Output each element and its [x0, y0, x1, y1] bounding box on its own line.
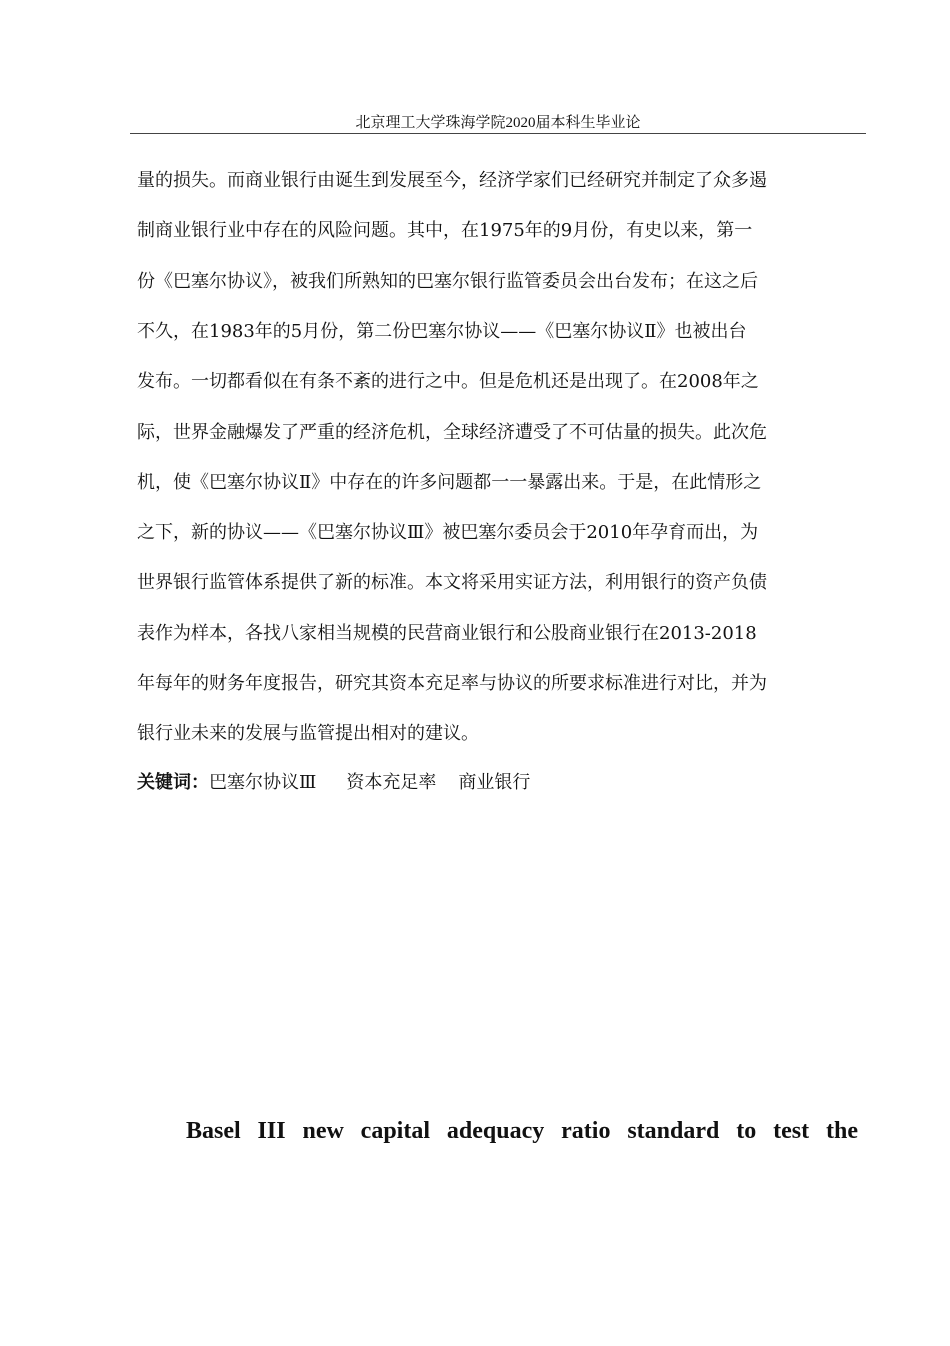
abstract-line: 银行业未来的发展与监管提出相对的建议。 — [137, 723, 479, 744]
abstract-line: 机，使《巴塞尔协议Ⅱ》中存在的许多问题都一一暴露出来。于是，在此情形之 — [137, 472, 762, 493]
english-title: Basel III new capital adequacy ratio standard to test the — [186, 1118, 858, 1144]
keyword: 巴塞尔协议Ⅲ — [209, 772, 317, 793]
abstract-line: 际，世界金融爆发了严重的经济危机，全球经济遭受了不可估量的损失。此次危 — [137, 422, 767, 443]
abstract-line: 不久，在1983年的5月份，第二份巴塞尔协议——《巴塞尔协议Ⅱ》也被出台 — [137, 321, 747, 342]
keywords-label: 关键词： — [137, 772, 209, 793]
abstract-line: 发布。一切都看似在有条不紊的进行之中。但是危机还是出现了。在2008年之 — [137, 371, 759, 392]
abstract-line: 份《巴塞尔协议》，被我们所熟知的巴塞尔银行监管委员会出台发布；在这之后 — [137, 271, 758, 292]
header-text: 北京理工大学珠海学院2020届本科生毕业论 — [355, 115, 641, 131]
abstract-line: 表作为样本，各找八家相当规模的民营商业银行和公股商业银行在2013-2018 — [137, 623, 757, 644]
keywords-line — [137, 772, 530, 794]
abstract-line: 之下，新的协议——《巴塞尔协议Ⅲ》被巴塞尔委员会于2010年孕育而出，为 — [137, 522, 759, 543]
abstract-line: 世界银行监管体系提供了新的标准。本文将采用实证方法，利用银行的资产负债 — [137, 572, 767, 593]
abstract-line: 年每年的财务年度报告，研究其资本充足率与协议的所要求标准进行对比，并为 — [137, 673, 767, 694]
abstract-line: 制商业银行业中存在的风险问题。其中，在1975年的9月份，有史以来，第一 — [137, 220, 753, 241]
keyword: 资本充足率 — [346, 772, 437, 793]
abstract-line: 量的损失。而商业银行由诞生到发展至今，经济学家们已经研究并制定了众多遏 — [137, 170, 767, 191]
header-rule — [130, 133, 866, 134]
keyword: 商业银行 — [458, 772, 531, 793]
